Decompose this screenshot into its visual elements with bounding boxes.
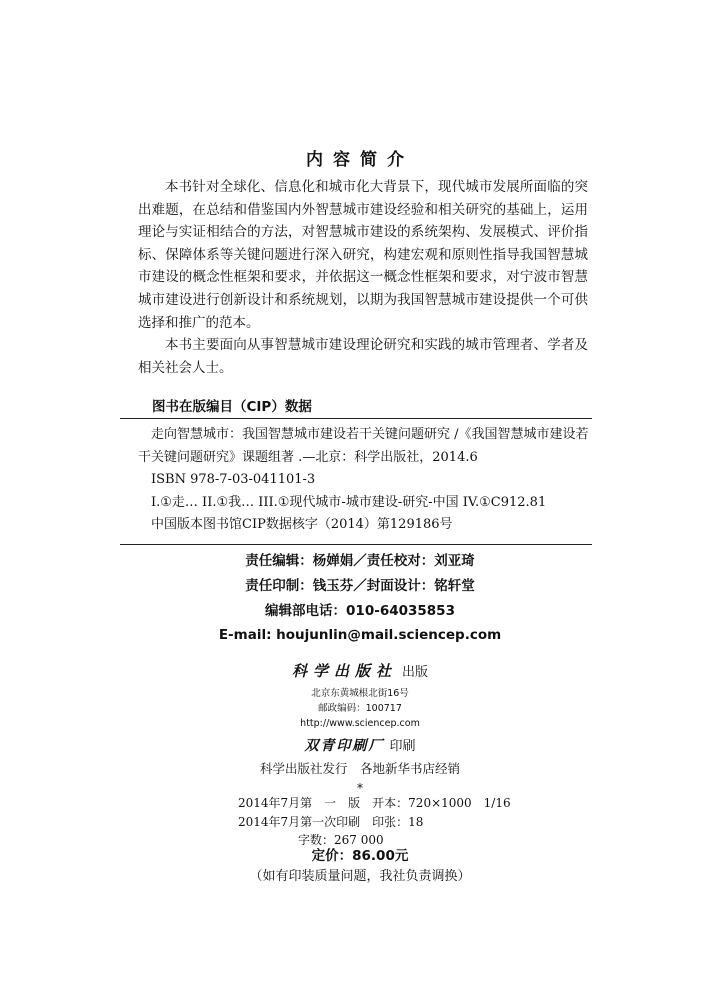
cip-entry: 走向智慧城市：我国智慧城市建设若干关键问题研究 /《我国智慧城市建设若干关键问题研究》课题组著 .—北京：科学出版社，2014.6 [138, 427, 589, 465]
divider [120, 418, 592, 419]
cip-heading: 图书在版编目（CIP）数据 [152, 399, 312, 415]
cip-classification: I.①走… II.①我… III.①现代城市-城市建设-研究-中国 IV.①C912.81 [151, 494, 547, 510]
publisher-block [0, 660, 720, 795]
publisher-website: http://www.sciencep.com [300, 718, 420, 729]
publisher-address: 北京东黄城根北街16号 [311, 688, 409, 699]
distribution-line: 科学出版社发行 各地新华书店经销 [259, 761, 460, 776]
quality-note: （如有印装质量问题，我社负责调换） [249, 869, 471, 884]
printing-line: 2014年7月第一次印刷 印张：18 [238, 814, 424, 829]
word-count: 字数：267 000 [298, 833, 384, 847]
intro-body [138, 176, 588, 379]
credits-block [0, 549, 720, 648]
editorial-email: E-mail: houjunlin@mail.sciencep.com [218, 627, 502, 644]
price: 定价：86.00元 [311, 848, 409, 864]
editorial-phone: 编辑部电话：010-64035853 [265, 602, 455, 619]
separator-asterisk: * [356, 780, 364, 795]
intro-paragraph: 本书针对全球化、信息化和城市化大背景下，现代城市发展所面临的突出难题，在总结和借鉴国内外智慧城市建设经验和相关研究的基础上，运用理论与实证相结合的方法，对智慧城市建设的系统架构、发展模式、评价指标、保障体系等关键问题进行深入研究，构建宏观和原则性指导我国智慧城市建设的概念性框架和要求，并依据这一概念性框架和要求，对宁波市智慧城市建设进行创新设计和系统规划，以期为我国智慧城市建设提供一个可供选择和推广的范本。 [138, 179, 588, 331]
publisher-postcode: 邮政编码：100717 [318, 703, 402, 714]
intro-paragraph: 本书主要面向从事智慧城市建设理论研究和实践的城市管理者、学者及相关社会人士。 [138, 337, 588, 376]
printer-suffix: 印刷 [389, 739, 416, 754]
cip-record: 中国版本图书馆CIP数据核字（2014）第129186号 [151, 517, 453, 532]
publisher-suffix: 出版 [402, 665, 429, 680]
credits-editors: 责任编辑：杨婵娟／责任校对：刘亚琦 [245, 553, 475, 569]
divider [120, 544, 592, 545]
cip-isbn: ISBN 978-7-03-041101-3 [151, 472, 316, 487]
cip-block [138, 424, 590, 537]
intro-title: 内容简介 [306, 150, 414, 170]
edition-line: 2014年7月第 一 版 开本：720×1000 1/16 [238, 796, 511, 810]
printer-name: 双青印刷厂 [304, 738, 385, 754]
credits-production: 责任印制：钱玉芬／封面设计：铭轩堂 [245, 577, 475, 594]
publisher-name: 科学出版社 [291, 662, 397, 680]
specs-block [238, 794, 511, 850]
